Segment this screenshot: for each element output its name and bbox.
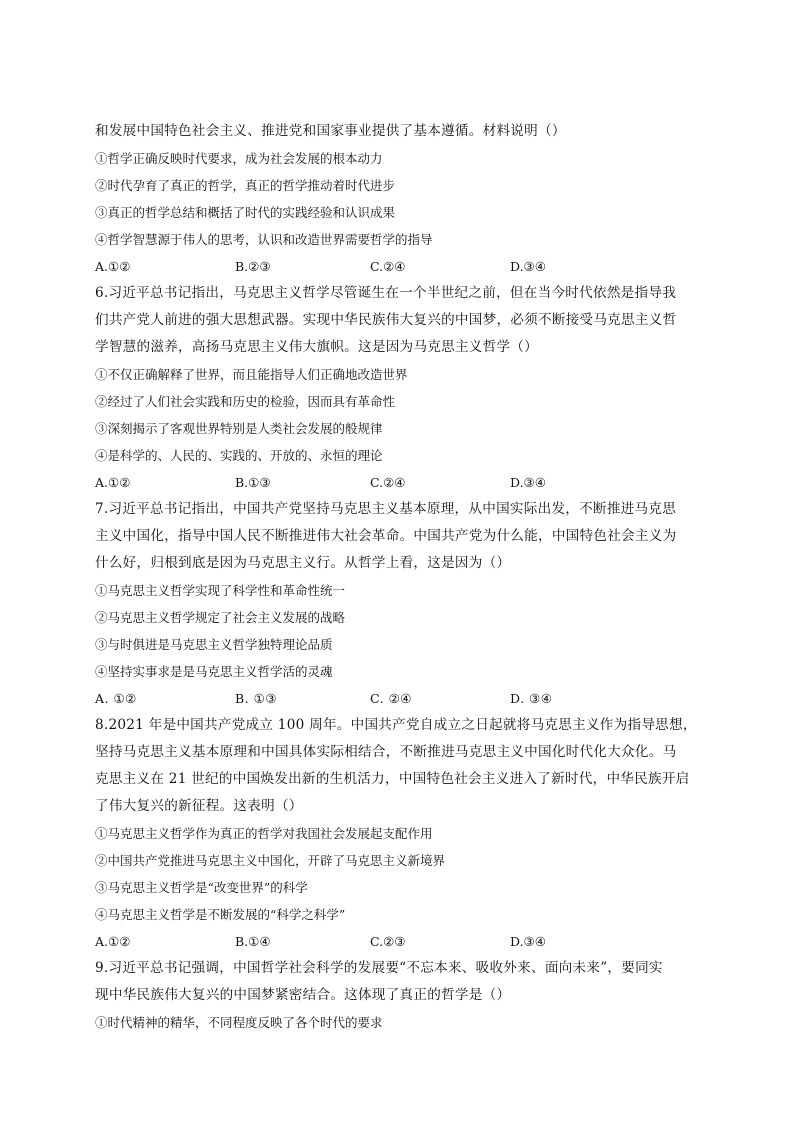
question-7 — [95, 496, 705, 712]
question-7-option-2: ②马克思主义哲学规定了社会主义发展的战略 — [95, 610, 346, 625]
choice-a: A.①② — [95, 259, 131, 274]
question-6-choices — [95, 469, 705, 496]
question-7-choices — [95, 685, 705, 712]
question-6-option-1: ①不仅正确解释了世界，而且能指导人们正确地改造世界 — [95, 367, 408, 382]
choice-d: D.③④ — [510, 934, 546, 949]
question-5-choices — [95, 253, 705, 280]
choice-b: B.②③ — [235, 259, 271, 274]
question-8-stem-line: 克思主义在 21 世纪的中国焕发出新的生机活力，中国特色社会主义进入了新时代，中华民族开启 — [95, 771, 690, 787]
choice-c: C.②④ — [370, 259, 406, 274]
question-8-option-1: ①马克思主义哲学作为真正的哲学对我国社会发展起支配作用 — [95, 826, 433, 841]
choice-c: C. ②④ — [370, 691, 412, 706]
question-5-option-1: ①哲学正确反映时代要求，成为社会发展的根本动力 — [95, 151, 383, 166]
question-7-option-4: ④坚持实事求是是马克思主义哲学活的灵魂 — [95, 664, 333, 679]
choice-d: D.③④ — [510, 259, 546, 274]
question-9-option-1: ①时代精神的精华，不同程度反映了各个时代的要求 — [95, 1015, 383, 1030]
question-7-option-1: ①马克思主义哲学实现了科学性和革命性统一 — [95, 583, 346, 598]
question-6-option-2: ②经过了人们社会实践和历史的检验，因而具有革命性 — [95, 394, 396, 409]
question-7-stem-line: 主义中国化，指导中国人民不断推进伟大社会革命。中国共产党为什么能，中国特色社会主义为 — [95, 528, 677, 544]
choice-b: B.①③ — [235, 475, 271, 490]
question-6-stem-line: 学智慧的滋养，高扬马克思主义伟大旗帜。这是因为马克思主义哲学（） — [95, 339, 538, 355]
question-6-stem-line: 们共产党人前进的强大思想武器。实现中华民族伟大复兴的中国梦，必须不断接受马克思主义哲 — [95, 312, 677, 328]
question-6-option-3: ③深刻揭示了客观世界特别是人类社会发展的般规律 — [95, 421, 383, 436]
question-7-stem-line: 7.习近平总书记指出，中国共产党坚持马克思主义基本原理，从中国实际出发，不断推进马克思 — [95, 501, 677, 517]
question-8-stem-line: 坚持马克思主义基本原理和中国具体实际相结合，不断推进马克思主义中国化时代化大众化。马 — [95, 744, 677, 760]
question-8-stem-line: 8.2021 年是中国共产党成立 100 周年。中国共产党自成立之日起就将马克思主义作为指导思想， — [95, 717, 697, 733]
choice-c: C.②④ — [370, 475, 406, 490]
question-8 — [95, 712, 705, 955]
choice-a: A. ①② — [95, 691, 137, 706]
question-7-option-3: ③与时俱进是马克思主义哲学独特理论品质 — [95, 637, 333, 652]
question-8-option-3: ③马克思主义哲学是“改变世界”的科学 — [95, 880, 308, 895]
choice-b: B. ①③ — [235, 691, 278, 706]
question-5-option-4: ④哲学智慧源于伟人的思考，认识和改造世界需要哲学的指导 — [95, 232, 433, 247]
question-6-stem-line: 6.习近平总书记指出，马克思主义哲学尽管诞生在一个半世纪之前，但在当今时代依然是指导我 — [95, 285, 677, 301]
question-5-option-3: ③真正的哲学总结和概括了时代的实践经验和认识成果 — [95, 205, 396, 220]
question-5-stem-line: 和发展中国特色社会主义、推进党和国家事业提供了基本遵循。材料说明（） — [95, 123, 566, 139]
choice-a: A.①② — [95, 934, 131, 949]
question-6-option-4: ④是科学的、人民的、实践的、开放的、永恒的理论 — [95, 448, 383, 463]
question-8-choices — [95, 928, 705, 955]
question-8-option-4: ④马克思主义哲学是不断发展的“科学之科学” — [95, 907, 346, 922]
question-9 — [95, 955, 705, 1036]
question-5 — [95, 118, 705, 280]
choice-a: A.①② — [95, 475, 131, 490]
question-6 — [95, 280, 705, 496]
question-7-stem-line: 什么好，归根到底是因为马克思主义行。从哲学上看，这是因为（） — [95, 555, 511, 571]
choice-d: D. ③④ — [510, 691, 553, 706]
choice-b: B.①④ — [235, 934, 271, 949]
question-8-stem-line: 了伟大复兴的新征程。这表明（） — [95, 798, 303, 814]
question-5-option-2: ②时代孕育了真正的哲学，真正的哲学推动着时代进步 — [95, 178, 396, 193]
question-9-stem-line: 9.习近平总书记强调，中国哲学社会科学的发展要“不忘本来、吸收外来、面向未来”，要同实 — [95, 960, 663, 976]
question-8-option-2: ②中国共产党推进马克思主义中国化，开辟了马克思主义新境界 — [95, 853, 446, 868]
choice-c: C.②③ — [370, 934, 406, 949]
exam-page — [95, 118, 705, 1036]
choice-d: D.③④ — [510, 475, 546, 490]
question-9-stem-line: 现中华民族伟大复兴的中国梦紧密结合。这体现了真正的哲学是（） — [95, 987, 511, 1003]
